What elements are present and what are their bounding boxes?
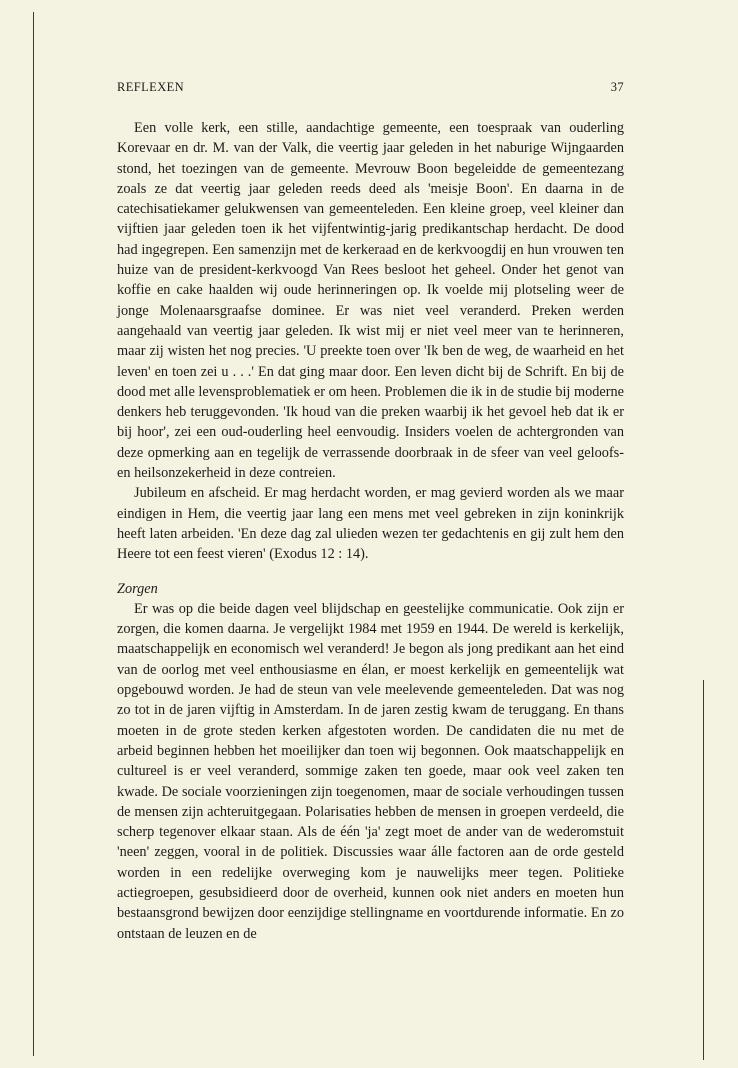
body-text (117, 118, 624, 944)
section-heading: Zorgen (117, 580, 158, 597)
running-title: REFLEXEN (117, 80, 185, 94)
page-number: 37 (610, 80, 624, 94)
page-edge-right (703, 680, 704, 1060)
paragraph-2: Jubileum en afscheid. Er mag herdacht worden, er mag gevierd worden als we maar eindigen in Hem, die veertig jaar lang een mens met veel gebreken in zijn koninkrijk heeft laten arbeiden. 'En deze dag zal ulieden wezen ter gedachtenis en gij zult hem den Heere tot een feest vieren' (Exodus 12 : 14). (117, 485, 624, 563)
section-paragraph: Er was op die beide dagen veel blijdschap en geestelijke communicatie. Ook zijn er zorgen, die komen daarna. Je vergelijkt 1984 met 1959 en 1944. De wereld is kerkelijk, maatschappelijk en economisch wel veranderd! Je begon als jong predikant aan het eind van de oorlog met veel enthousiasme en élan, er moest kerkelijk en gemeentelijk wat opgebouwd worden. Je had de steun van vele meelevende gemeenteleden. Dat was nog zo tot in de jaren vijftig in Amsterdam. In de jaren zestig kwam de teruggang. En thans moeten in de grote steden kerken afgestoten worden. De candidaten die nu met de arbeid beginnen hebben het moeilijker dan toen wij begonnen. Ook maatschappelijk en cultureel is er veel veranderd, sommige zaken ten goede, maar ook veel zaken ten kwade. De sociale voorzieningen zijn toegenomen, maar de sociale verhoudingen tussen de mensen zijn achteruitgegaan. Polarisaties hebben de mensen in groepen verdeeld, die scherp tegenover elkaar staan. Als de één 'ja' zegt moet de ander van de wederomstuit 'neen' zeggen, vooral in de politiek. Discussies waar álle factoren aan de orde gesteld worden in een redelijke overweging kom je nauwelijks meer tegen. Politieke actiegroepen, gesubsidieerd door de overheid, kunnen ook niet anders en moeten hun bestaansgrond bewijzen door eenzijdige stellingname en voortdurende informatie. En zo ontstaan de leuzen en de (117, 600, 624, 942)
page-edge-left (33, 12, 34, 1056)
paragraph-1: Een volle kerk, een stille, aandachtige gemeente, een toespraak van ouderling Korevaar en dr. M. van der Valk, die veertig jaar geleden in het naburige Wijngaarden stond, het toezingen van de gemeente. Mevrouw Boon begeleidde de gemeentezang zoals ze dat veertig jaar geleden reeds deed als 'meisje Boon'. En daarna in de catechisatiekamer gelukwensen van gemeenteleden. Een kleine groep, veel kleiner dan vijftien jaar geleden toen ik het vijfentwintig-jarig predikantschap herdacht. De dood had ingegrepen. Een samenzijn met de kerkeraad en de kerkvoogdij en hun vrouwen ten huize van de president-kerkvoogd Van Rees besloot het geheel. Onder het genot van koffie en cake haalden wij oude herinneringen op. Ik voelde mij plotseling weer de jonge Molenaarsgraafse dominee. Er was niet veel veranderd. Preken werden aangehaald van veertig jaar geleden. Ik wist mij er niet veel meer van te herinneren, maar zij wisten het nog precies. 'U preekte toen over 'Ik ben de weg, de waarheid en het leven' en toen zei u . . .' En dat ging maar door. Een leven dicht bij de Schrift. En bij de dood met alle levensproblematiek er om heen. Problemen die ik in de studie bij moderne denkers heb teruggevonden. 'Ik houd van die preken waarbij ik het gevoel heb dat ik er bij hoor', zei een oud-ouderling heel eenvoudig. Insiders voelen de achtergronden van deze opmerking aan en tegelijk de verrassende doorbraak in de sfeer van veel geloofs- en heilsonzekerheid in deze contreien. (117, 120, 625, 482)
page-header (117, 80, 624, 98)
